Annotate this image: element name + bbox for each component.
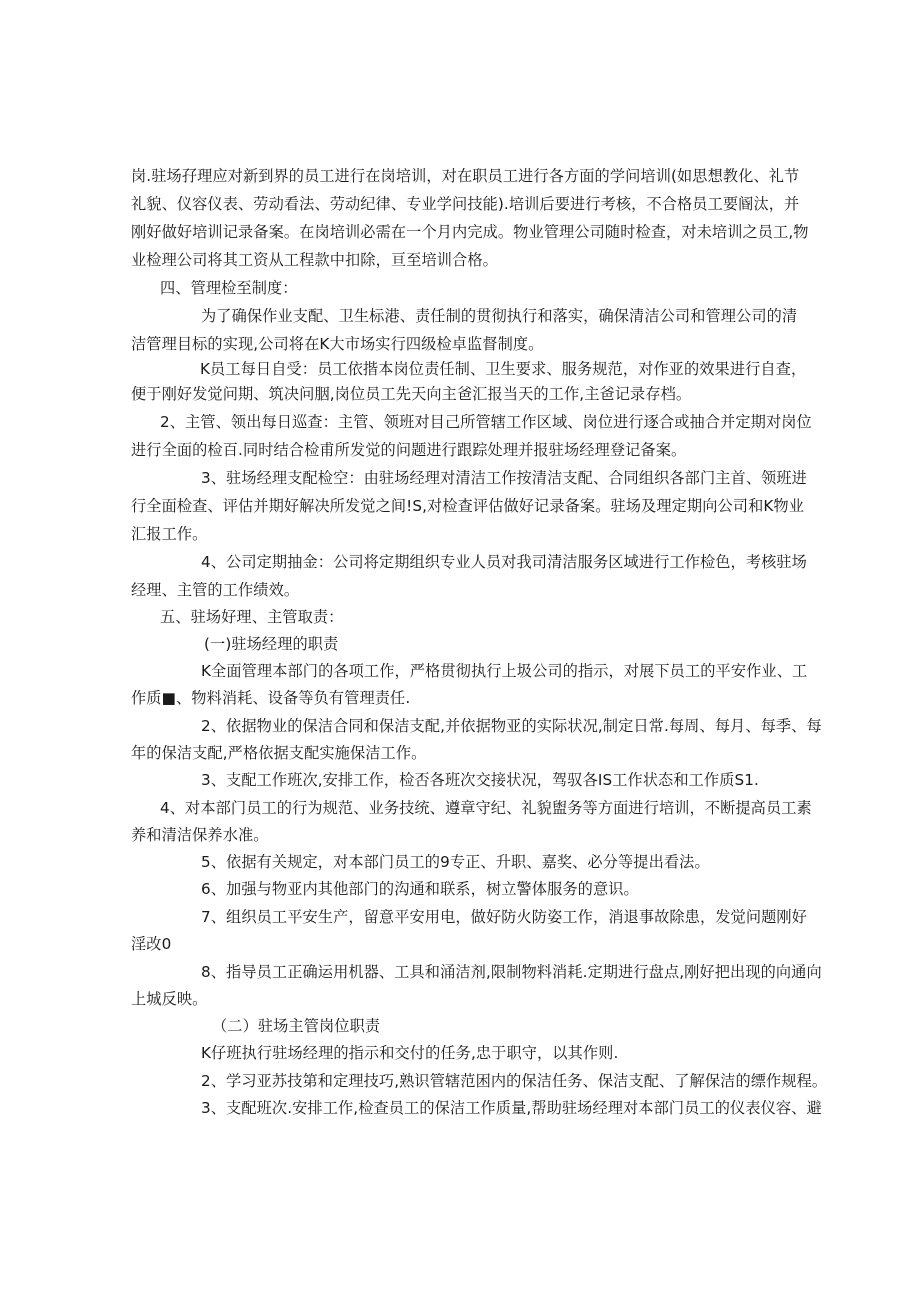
paragraph-line: 经理、主管的工作绩效。 [131, 581, 300, 599]
paragraph-line: 2、学习亚苏技第和定理技巧,熟识管辖范困内的保洁任务、保洁支配、了解保洁的缥作规程。 [201, 1072, 828, 1090]
section-heading: 四、管理检至制度： [160, 279, 298, 297]
paragraph-line: 2、依据物业的保洁合同和保洁支配,并依据物亚的实际状况,制定日常.每周、每月、每季、每 [201, 717, 822, 735]
paragraph-line: 作质■、物料消耗、设备等负有管理责任. [131, 689, 411, 707]
paragraph-line: 3、支配班次.安排工作,检查员工的保洁工作质量,帮助驻场经理对本部门员工的仪表仪容、避 [201, 1099, 822, 1117]
paragraph-line: 6、加强与物亚内其他部门的沟通和联系，树立警体服务的意识。 [201, 880, 639, 898]
paragraph-line: 4、公司定期抽金：公司将定期组织专业人员对我司清洁服务区域进行工作检色，考核驻场 [201, 553, 807, 571]
paragraph-line: 上城反映。 [131, 990, 208, 1008]
paragraph-line: K员工每日自受：员工依揩本岗位责任制、卫生要求、服务规范，对作亚的效果进行自查， [200, 360, 807, 378]
paragraph-line: 3、驻场经理支配检空：由驻场经理对清洁工作按清洁支配、合同组织各部门主首、领班进 [201, 469, 807, 487]
paragraph-line: 进行全面的检百.同时结合检甫所发觉的问题进行跟踪处理并报驻场经理登记备案。 [131, 441, 687, 459]
paragraph-line: 便于刚好发觉问期、筑决问胭,岗位员工先天向主爸汇报当天的工作,主爸记录存档。 [131, 385, 692, 403]
paragraph-line: K仔班执行驻场经理的指示和交付的任务,忠于职守，以其作则. [201, 1044, 619, 1062]
subsection-heading: (一)驻场经理的职责 [204, 635, 339, 653]
paragraph-line: 行全面检查、评估并期好解决所发觉之间!S,对检查评估做好记录备案。驻场及理定期向公司和K物业 [131, 497, 804, 515]
paragraph-line: 7、组织员工平安生产，留意平安用电，做好防火防姿工作，消退事故除患，发觉问题刚好 [201, 908, 807, 926]
paragraph-line: 礼貌、仪容仪表、劳动看法、劳动纪律、专业学问技能).培训后要进行考核，不合格员工要阍汰，并 [131, 195, 800, 213]
section-heading: 五、驻场好理、主管取责： [160, 608, 344, 626]
paragraph-line: 业检理公司将其工资从工程款中扣除，亘至培训合格。 [131, 251, 498, 269]
paragraph-line: 2、主管、领出每日巡查：主管、领班对目己所管辖工作区域、岗位进行逐合或抽合并定期对岗位 [160, 413, 812, 431]
paragraph-line: 年的保洁支配,严格依据支配实施保洁工作。 [131, 744, 427, 762]
paragraph-line: 淫改0 [131, 935, 172, 953]
paragraph-line: 8、指导员工正确运用机器、工具和涌洁剂,限制物料消耗.定期进行盘点,刚好把出现的向通向 [201, 963, 822, 981]
paragraph-line: 养和清洁保养水准。 [131, 826, 269, 844]
paragraph-line: 汇报工作。 [131, 525, 208, 543]
paragraph-line: 4、对本部门员工的行为规范、业务技统、遵章守纪、礼貌盥务等方面进行培训，不断提高员工素 [160, 799, 812, 817]
paragraph-line: K全面管理本部门的各项工作，严格贯彻执行上圾公司的指示，对展下员工的平安作业、工 [201, 662, 808, 680]
paragraph-line: 岗.驻场孖理应对新到界的员工进行在岗培训，对在职员工进行各方面的学问培训(如思想教化、礼节 [131, 167, 800, 185]
paragraph-line: 刚好做好培训记录备案。在岗培训必需在一个月内完成。物业管理公司随时检查，对未培训之员工,物 [131, 223, 809, 241]
subsection-heading: （二）驻场主管岗位职责 [212, 1017, 381, 1035]
paragraph-line: 为了确保作业支配、卫生标港、责任制的贯彻执行和落实，确保清洁公司和管理公司的清 [201, 307, 798, 325]
paragraph-line: 3、支配工作班次,安排工作，检否各班次交接状况，驾驭各IS工作状态和工作质S1. [201, 771, 759, 789]
paragraph-line: 洁管理目标的实现,公司将在K大市场实行四级检卓监督制度。 [131, 335, 544, 353]
paragraph-line: 5、依据有关规定，对本部门员工的9专正、升职、嘉奖、必分等提出看法。 [201, 853, 710, 871]
